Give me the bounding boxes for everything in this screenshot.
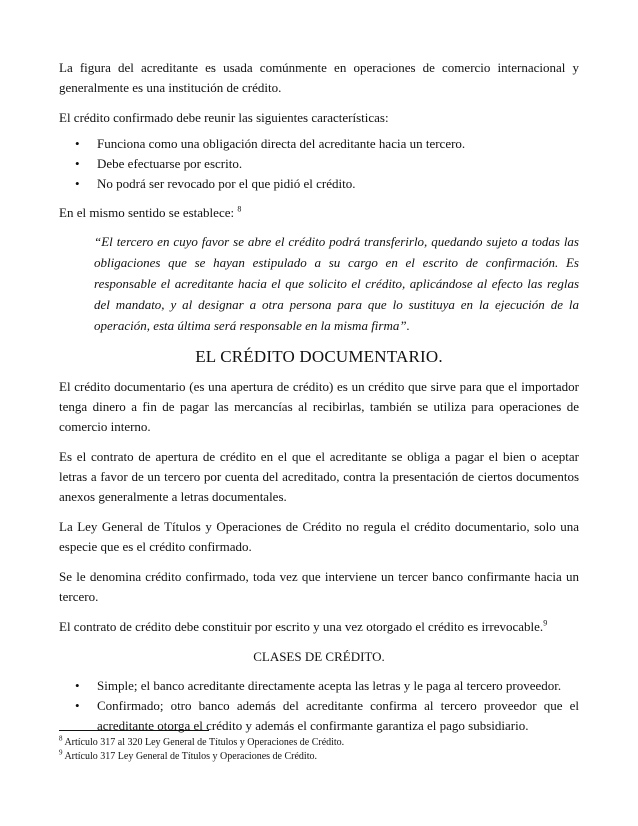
footnotes	[59, 730, 579, 764]
legal-quote: “El tercero en cuyo favor se abre el crédito podrá transferirlo, quedando sujeto a todas las obligaciones que se hayan estipulado a su cargo en el escrito de confirmación. Es responsable el acreditante hacia el que solicito el crédito, aplicándose al efecto las reglas del mandato, y al designar a otra persona para que lo sustituya en la ejecución de la operación, esta última será responsable en la misma firma”.	[94, 234, 579, 333]
characteristics-list	[59, 134, 579, 194]
paragraph: Se le denomina crédito confirmado, toda vez que interviene un tercer banco confirmante hacia un tercero.	[59, 569, 579, 604]
classes-list	[59, 676, 579, 736]
intro-paragraph: La figura del acreditante es usada comúnmente en operaciones de comercio internacional y generalmente es una institución de crédito.	[59, 60, 579, 95]
paragraph: El crédito documentario (es una apertura de crédito) es un crédito que sirve para que el importador tenga dinero a fin de pagar las mercancías al recibirlas, también se utiliza para operaciones de comercio interno.	[59, 379, 579, 434]
bullet-icon: •	[75, 156, 80, 171]
footnote-ref: 9	[543, 618, 548, 628]
list-item: • No podrá ser revocado por el que pidió el crédito.	[59, 174, 579, 194]
footnote: $^9$ Artículo 317 Ley General de Títulos y Operaciones de Crédito.	[59, 748, 317, 762]
contract-paragraph: El contrato de crédito debe constituir por escrito y una vez otorgado el crédito es irrevocable.$^9$	[59, 618, 548, 634]
footnote-ref: 8	[237, 204, 242, 214]
list-item: • Debe efectuarse por escrito.	[59, 154, 579, 174]
list-item: • Simple; el banco acreditante directamente acepta las letras y le paga al tercero proveedor.	[59, 676, 579, 696]
section-heading: EL CRÉDITO DOCUMENTARIO.	[195, 347, 443, 366]
paragraph: Es el contrato de apertura de crédito en el que el acreditante se obliga a pagar el bien o aceptar letras a favor de un tercero por cuenta del acreditado, contra la presentación de ciertos documentos anexos generalmente a letras documentales.	[59, 449, 579, 504]
footnote: $^8$ Artículo 317 al 320 Ley General de Títulos y Operaciones de Crédito.	[59, 734, 345, 748]
bullet-icon: •	[75, 698, 80, 713]
bullet-icon: •	[75, 176, 80, 191]
list-item: • Funciona como una obligación directa del acreditante hacia un tercero.	[59, 134, 579, 154]
document-body	[59, 58, 579, 745]
same-sense-paragraph: En el mismo sentido se establece: $^8$	[59, 204, 242, 220]
footnote-divider	[59, 730, 209, 731]
list-item: • Confirmado; otro banco además del acreditante confirma al tercero proveedor que el acreditante otorga el crédito y además el confirmante garantiza el pago subsidiario.	[75, 698, 579, 733]
bullet-icon: •	[75, 136, 80, 151]
bullet-icon: •	[75, 678, 80, 693]
characteristics-intro: El crédito confirmado debe reunir las siguientes características:	[59, 110, 389, 125]
paragraph: La Ley General de Títulos y Operaciones de Crédito no regula el crédito documentario, solo una especie que es el crédito confirmado.	[59, 519, 579, 554]
subsection-heading: CLASES DE CRÉDITO.	[253, 649, 385, 664]
